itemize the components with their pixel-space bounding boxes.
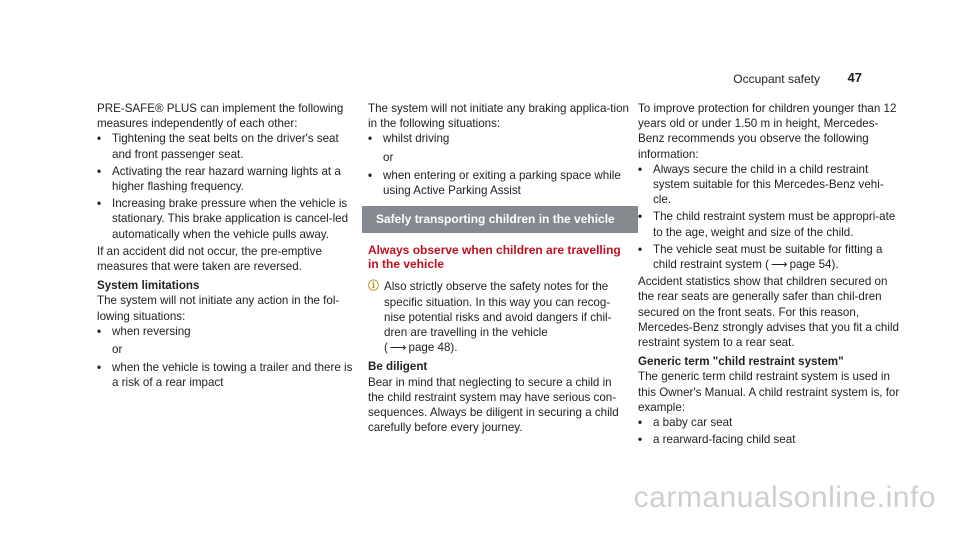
note: ⓘ Also strictly observe the safety notes for the specific situation. In this way you can recog‐nise potential risks and avoid dangers if chil‐dren are travelling in the vehicle ( ⟶ page 48).	[368, 280, 612, 355]
section-heading: Generic term "child restraint system"	[638, 355, 844, 369]
paragraph: If an accident did not occur, the pre-emptive measures that were taken are reversed.	[97, 244, 322, 274]
bullet-icon: •	[97, 361, 102, 375]
column-3	[638, 101, 900, 449]
arrow-icon: ⟶	[770, 258, 788, 272]
bullet-icon: •	[97, 132, 102, 146]
bullet-icon: •	[97, 164, 102, 178]
page-ref-link[interactable]: page 54).	[789, 258, 839, 272]
bullet-icon: •	[638, 242, 643, 256]
bullet-icon: •	[97, 324, 102, 338]
intro-text: The system will not initiate any braking applica‐tion in the following situations:	[368, 102, 629, 131]
page-ref-link[interactable]: page 48).	[408, 341, 458, 355]
intro-text: To improve protection for children younger than 12 years old or under 1.50 m in height, Mercedes-Benz recommends you observe the following information:	[638, 102, 897, 161]
paragraph: The generic term child restraint system is used in this Owner's Manual. A child restraint system is, for example:	[638, 370, 900, 414]
list-item: • Increasing brake pressure when the vehicle is stationary. This brake application is cancel‐led automatically when the vehicle pulls away.	[97, 197, 349, 241]
list-item: • a baby car seat	[638, 416, 733, 430]
list-item: • when reversing	[97, 324, 191, 338]
note-icon: ⓘ	[368, 280, 379, 293]
bullet-icon: •	[368, 132, 373, 146]
list-item: • whilst driving	[368, 132, 450, 146]
or-text: or	[383, 150, 394, 164]
section-band: Safely transporting children in the vehicle	[362, 206, 638, 233]
page-number: 47	[847, 70, 862, 85]
list-item: • Activating the rear hazard warning lights at a higher flashing frequency.	[97, 164, 341, 194]
paragraph: Bear in mind that neglecting to secure a child in the child restraint system may have serious con‐sequences. Always be diligent in securing a child carefully before every journey.	[368, 375, 619, 435]
section-title: Occupant safety	[733, 72, 820, 86]
list-item: • The vehicle seat must be suitable for fitting a child restraint system ( ⟶ page 54).	[638, 242, 883, 272]
arrow-icon: ⟶	[389, 341, 407, 355]
bullet-icon: •	[638, 433, 643, 447]
bullet-icon: •	[368, 168, 373, 182]
column-2	[368, 101, 630, 435]
or-text: or	[112, 343, 123, 357]
paragraph: The system will not initiate any action in the fol‐lowing situations:	[97, 294, 340, 323]
list-item: • when the vehicle is towing a trailer and there is a risk of a rear impact	[97, 361, 353, 390]
section-heading: Be diligent	[368, 360, 428, 374]
paragraph: Accident statistics show that children secured on the rear seats are generally safer than chil‐dren secured on the front seats. For this reason, Mercedes-Benz strongly advises that you fit a child restraint system to a rear seat.	[638, 275, 899, 350]
list-item: • when entering or exiting a parking space while using Active Parking Assist	[368, 168, 621, 198]
bullet-icon: •	[638, 416, 643, 430]
bullet-icon: •	[638, 210, 643, 224]
sub-heading: Always observe when children are travelling in the vehicle	[368, 243, 621, 272]
intro-text: PRE-SAFE® PLUS can implement the following measures independently of each other:	[97, 102, 344, 131]
list-item: • Always secure the child in a child restraint system suitable for this Mercedes-Benz vehi‐cle.	[638, 162, 884, 207]
watermark: carmanualsonline.info	[633, 481, 936, 514]
bullet-icon: •	[97, 197, 102, 211]
list-item: • a rearward-facing child seat	[638, 433, 796, 447]
column-1	[97, 101, 359, 393]
list-item: • Tightening the seat belts on the driver's seat and front passenger seat.	[97, 132, 339, 161]
section-heading: System limitations	[97, 279, 200, 293]
bullet-icon: •	[638, 162, 643, 176]
list-item: • The child restraint system must be appropri‐ate to the age, weight and size of the child.	[638, 210, 896, 239]
